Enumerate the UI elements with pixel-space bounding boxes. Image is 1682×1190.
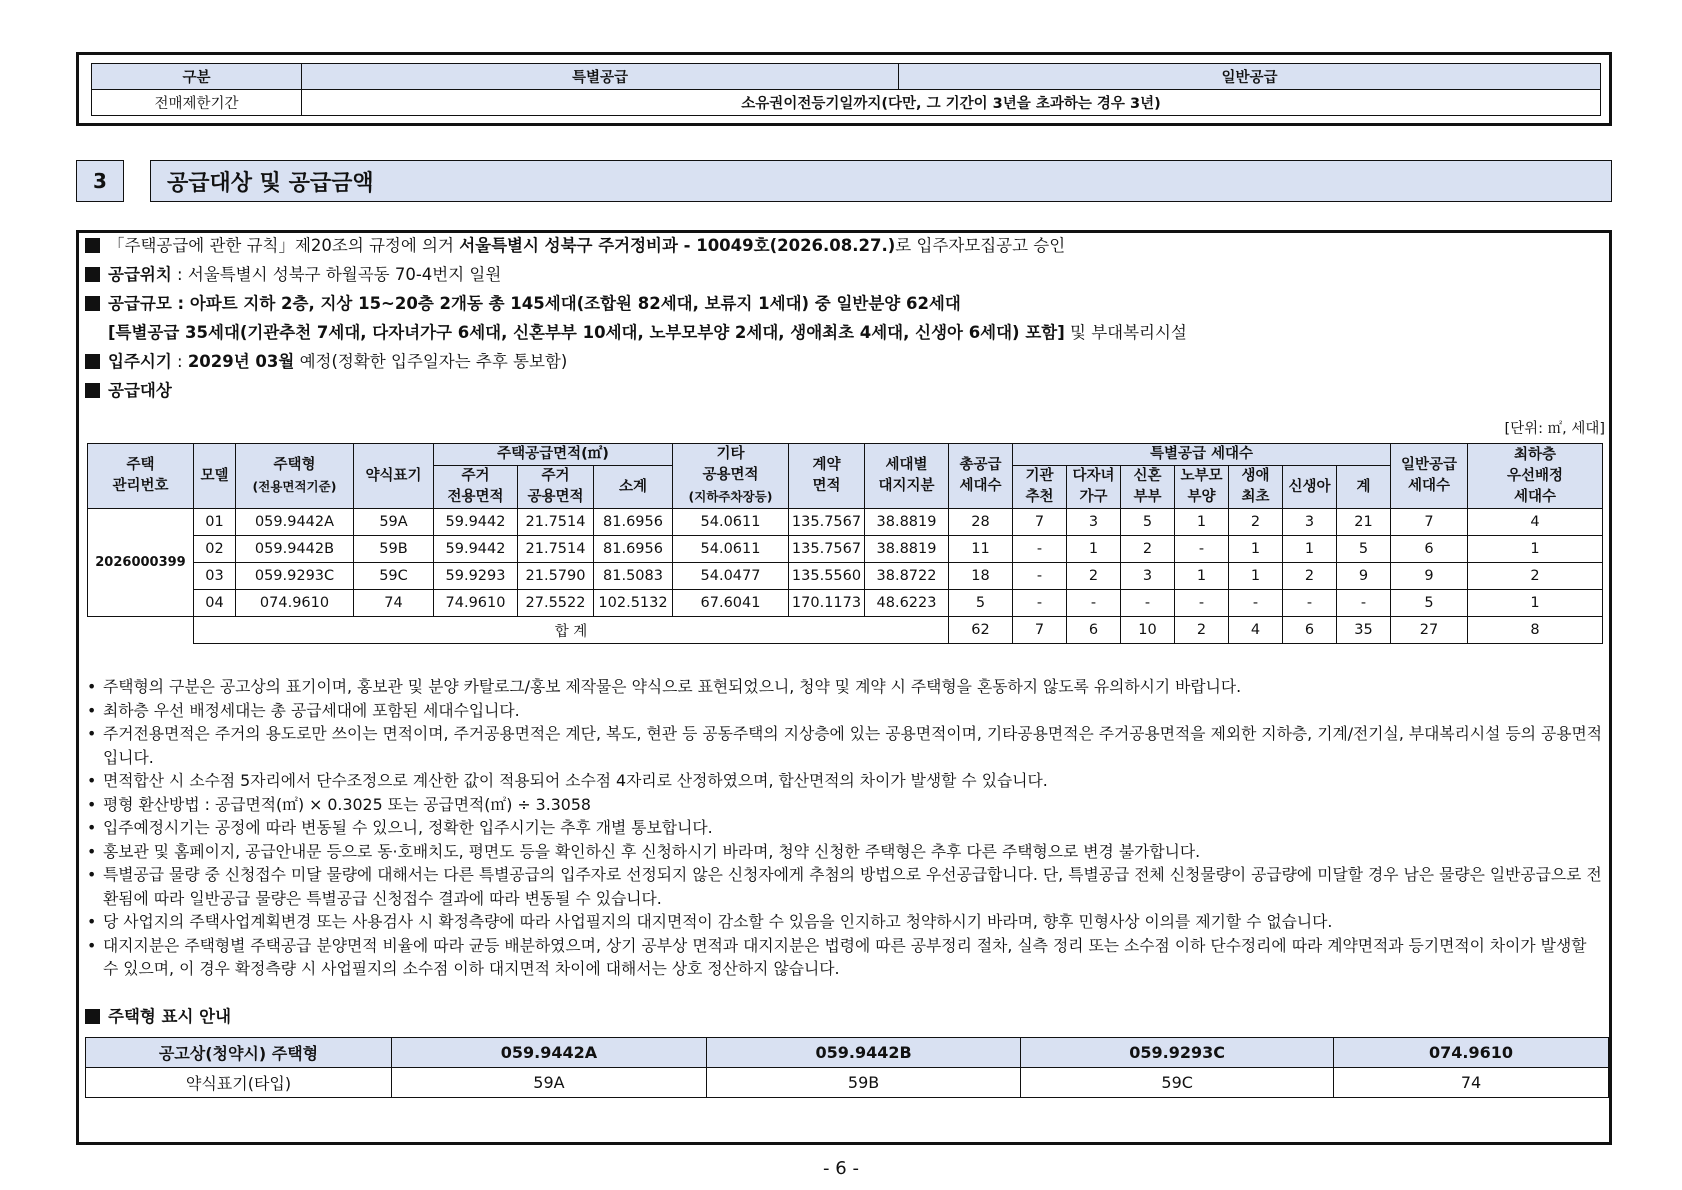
abbreviation-cell: 59B (706, 1068, 1020, 1098)
table-cell: 6 (1391, 536, 1468, 563)
table-cell: - (1121, 590, 1175, 617)
note-item: • 특별공급 물량 중 신청접수 미달 물량에 대해서는 다른 특별공급의 입주자로 선정되지 않은 신청자에게 추첨의 방법으로 우선공급합니다. 단, 특별공급 전체 신청물량이 공급량에 미달할 경우 남은 물량은 일반공급으로 전환됨에 따라 일반공급 물량은 특별공급 신청접수 결과에 따라 변동될 수 있습니다. (85, 863, 1605, 910)
table-cell: - (1337, 590, 1391, 617)
table-cell: 54.0477 (673, 563, 789, 590)
page-number: - 6 - (823, 1158, 859, 1179)
table-cell: - (1175, 590, 1229, 617)
location-label: 공급위치 (108, 265, 172, 284)
resale-restriction-table (91, 63, 1601, 116)
table-cell: - (1067, 590, 1121, 617)
note-item: • 최하층 우선 배정세대는 총 공급세대에 포함된 세대수입니다. (85, 699, 1605, 723)
table-cell: 81.6956 (594, 509, 673, 536)
abbreviation-cell: 59A (392, 1068, 707, 1098)
table-cell: 059.9293C (236, 563, 354, 590)
table-cell: 59C (354, 563, 434, 590)
movein-note: 예정(정확한 입주일자는 추후 통보함) (294, 352, 568, 371)
header-other-common-area: 기타 공용면적 (지하주차장등) (673, 444, 789, 509)
note-item: • 면적합산 시 소수점 5자리에서 단수조정으로 계산한 값이 적용되어 소수점 4자리로 산정하였으며, 합산면적의 차이가 발생할 수 있습니다. (85, 769, 1605, 793)
resale-header-general: 일반공급 (899, 64, 1601, 90)
movein-line (85, 351, 567, 373)
approval-line (85, 235, 1065, 257)
scale-line (85, 293, 961, 315)
table-cell: 5 (1391, 590, 1468, 617)
header-institution: 기관 추천 (1013, 466, 1067, 509)
table-cell: 2 (1468, 563, 1603, 590)
table-cell: 074.9610 (236, 590, 354, 617)
note-item: • 주택형의 구분은 공고상의 표기이며, 홍보관 및 분양 카탈로그/홍보 제작물은 약식으로 표현되었으니, 청약 및 계약 시 주택형을 혼동하지 않도록 유의하시기 바랍니다. (85, 675, 1605, 699)
table-cell: 59B (354, 536, 434, 563)
resale-header-special: 특별공급 (302, 64, 899, 90)
header-total-supply: 총공급 세대수 (949, 444, 1013, 509)
header-general-supply: 일반공급 세대수 (1391, 444, 1468, 509)
note-item: • 평형 환산방법 : 공급면적(㎡) × 0.3025 또는 공급면적(㎡) ÷ 3.3058 (85, 793, 1605, 817)
total-cell: 8 (1468, 617, 1603, 644)
table-header-row-1 (88, 444, 1603, 466)
table-row (88, 509, 1603, 536)
note-item: • 대지지분은 주택형별 주택공급 분양면적 비율에 따라 균등 배분하였으며, 상기 공부상 면적과 대지지분은 법령에 따른 공부정리 절차, 실측 정리 또는 소수점 이하 단수정리에 따라 계약면적과 등기면적이 차이가 발생할 수 있으며, 이 경우 확정측량 시 사업필지의 소수점 이하 대지면적 차이에 대해서는 상호 정산하지 않습니다. (85, 934, 1605, 981)
table-cell: 03 (194, 563, 236, 590)
header-contract-area: 계약 면적 (789, 444, 865, 509)
total-cell: 2 (1175, 617, 1229, 644)
approval-number: 서울특별시 성북구 주거정비과 - 10049호(2026.08.27.) (459, 236, 896, 255)
header-supply-area-group: 주택공급면적(㎡) (434, 444, 673, 466)
resale-header-row (92, 64, 1601, 90)
header-abbreviation: 약식표기 (354, 444, 434, 509)
table-cell: 1 (1468, 590, 1603, 617)
table-cell: 59.9442 (434, 509, 518, 536)
header-special-sum: 계 (1337, 466, 1391, 509)
table-cell: 135.7567 (789, 509, 865, 536)
table-cell: 170.1173 (789, 590, 865, 617)
total-cell: 27 (1391, 617, 1468, 644)
header-land-share: 세대별 대지지분 (865, 444, 949, 509)
resale-restriction-box (76, 52, 1612, 126)
resale-header-category: 구분 (92, 64, 302, 90)
table-cell: 48.6223 (865, 590, 949, 617)
location-value: : 서울특별시 성북구 하월곡동 70-4번지 일원 (171, 265, 502, 284)
table-cell: 9 (1391, 563, 1468, 590)
total-cell: 6 (1067, 617, 1121, 644)
table-row (88, 590, 1603, 617)
house-type-cell: 059.9442A (392, 1038, 707, 1068)
abbreviation-cell: 59C (1021, 1068, 1334, 1098)
table-cell: 21.7514 (518, 509, 594, 536)
unit-note: [단위: ㎡, 세대] (1504, 421, 1605, 437)
table-cell: 81.5083 (594, 563, 673, 590)
table-cell: 2 (1283, 563, 1337, 590)
movein-separator: : (171, 352, 188, 371)
bullet-square-icon (85, 267, 100, 282)
table-cell: 81.6956 (594, 536, 673, 563)
total-cell: 7 (1013, 617, 1067, 644)
header-model: 모델 (194, 444, 236, 509)
table-cell: 2 (1121, 536, 1175, 563)
table-cell: - (1013, 563, 1067, 590)
bullet-square-icon (85, 383, 100, 398)
table-cell: 74 (354, 590, 434, 617)
table-cell: - (1013, 590, 1067, 617)
table-cell: - (1013, 536, 1067, 563)
bullet-square-icon (85, 296, 100, 311)
movein-label: 입주시기 (108, 352, 172, 371)
table-cell: 5 (1121, 509, 1175, 536)
table-cell: 135.5560 (789, 563, 865, 590)
table-cell: 67.6041 (673, 590, 789, 617)
table-cell: 11 (949, 536, 1013, 563)
table-cell: - (1229, 590, 1283, 617)
total-cell: 62 (949, 617, 1013, 644)
header-special-supply-group: 특별공급 세대수 (1013, 444, 1391, 466)
table-cell: 38.8722 (865, 563, 949, 590)
table-cell: 54.0611 (673, 536, 789, 563)
scale-label: 공급규모 (108, 294, 172, 313)
header-multi-child: 다자녀 가구 (1067, 466, 1121, 509)
table-row (88, 536, 1603, 563)
table-cell: 18 (949, 563, 1013, 590)
table-cell: 1 (1229, 536, 1283, 563)
table-cell: 1 (1283, 536, 1337, 563)
note-item: • 홍보관 및 홈페이지, 공급안내문 등으로 동·호배치도, 평면도 등을 확인하신 후 신청하시기 바라며, 청약 신청한 주택형은 추후 다른 주택형으로 변경 불가합니다. (85, 840, 1605, 864)
table-cell: 02 (194, 536, 236, 563)
section-number: 3 (76, 160, 124, 202)
table-cell: 74.9610 (434, 590, 518, 617)
table-cell: 1 (1468, 536, 1603, 563)
target-line (85, 380, 172, 402)
resale-row-label: 전매제한기간 (92, 90, 302, 116)
resale-value-row (92, 90, 1601, 116)
table-cell: 3 (1067, 509, 1121, 536)
table-cell: 135.7567 (789, 536, 865, 563)
mgmt-number-cell: 2026000399 (88, 509, 194, 617)
abbreviation-row-label: 약식표기(타입) (86, 1068, 392, 1098)
table-cell: 59.9293 (434, 563, 518, 590)
house-type-row-label: 공고상(청약시) 주택형 (86, 1038, 392, 1068)
table-cell: 059.9442B (236, 536, 354, 563)
total-cell: 4 (1229, 617, 1283, 644)
table-cell: 7 (1013, 509, 1067, 536)
approval-text: 「주택공급에 관한 규칙」제20조의 규정에 의거 (108, 236, 460, 255)
note-item: • 주거전용면적은 주거의 용도로만 쓰이는 면적이며, 주거공용면적은 계단, 복도, 현관 등 공동주택의 지상층에 있는 공용면적이며, 기타공용면적은 주거공용면적을 제외한 지하층, 기계/전기실, 부대복리시설 등의 공용면적입니다. (85, 722, 1605, 769)
table-cell: - (1175, 536, 1229, 563)
table-cell: 38.8819 (865, 509, 949, 536)
note-item: • 당 사업지의 주택사업계획변경 또는 사용검사 시 확정측량에 따라 사업필지의 대지면적이 감소할 수 있음을 인지하고 청약하시기 바라며, 향후 민형사상 이의를 제기할 수 없습니다. (85, 910, 1605, 934)
header-mgmt-no: 주택 관리번호 (88, 444, 194, 509)
table-cell: 27.5522 (518, 590, 594, 617)
supply-info-box (76, 230, 1612, 1145)
approval-suffix: 로 입주자모집공고 승인 (895, 236, 1066, 255)
header-house-type: 주택형 (전용면적기준) (236, 444, 354, 509)
table-cell: 54.0611 (673, 509, 789, 536)
bullet-square-icon (85, 1009, 100, 1024)
section-title: 공급대상 및 공급금액 (150, 160, 1612, 202)
location-line (85, 264, 501, 286)
table-cell: 9 (1337, 563, 1391, 590)
table-cell: 1 (1067, 536, 1121, 563)
note-item: • 입주예정시기는 공정에 따라 변동될 수 있으니, 정확한 입주시기는 추후 개별 통보합니다. (85, 816, 1605, 840)
table-cell: 21.7514 (518, 536, 594, 563)
header-lowest-floor: 최하층 우선배정 세대수 (1468, 444, 1603, 509)
header-common-area: 주거 공용면적 (518, 466, 594, 509)
table-total-row (88, 617, 1603, 644)
header-first-life: 생애 최초 (1229, 466, 1283, 509)
table-row (88, 563, 1603, 590)
total-row-blank (88, 617, 194, 644)
abbreviation-cell: 74 (1334, 1068, 1609, 1098)
house-type-cell: 059.9442B (706, 1038, 1020, 1068)
table-cell: 7 (1391, 509, 1468, 536)
table-cell: 1 (1175, 563, 1229, 590)
table-cell: 059.9442A (236, 509, 354, 536)
header-elder-support: 노부모 부양 (1175, 466, 1229, 509)
header-newborn: 신생아 (1283, 466, 1337, 509)
table-cell: 102.5132 (594, 590, 673, 617)
abbreviation-row (86, 1068, 1609, 1098)
house-type-cell: 059.9293C (1021, 1038, 1334, 1068)
table-cell: 3 (1121, 563, 1175, 590)
table-cell: 28 (949, 509, 1013, 536)
table-cell: 38.8819 (865, 536, 949, 563)
scale-line-2 (108, 322, 1187, 344)
special-supply-breakdown: [특별공급 35세대(기관추천 7세대, 다자녀가구 6세대, 신혼부부 10세대, 노부모부양 2세대, 생애최초 4세대, 신생아 6세대) 포함] (108, 323, 1065, 342)
table-cell: 01 (194, 509, 236, 536)
header-subtotal: 소계 (594, 466, 673, 509)
table-cell: 59.9442 (434, 536, 518, 563)
table-cell: - (1283, 590, 1337, 617)
total-cell: 10 (1121, 617, 1175, 644)
house-type-row (86, 1038, 1609, 1068)
table-cell: 04 (194, 590, 236, 617)
total-cell: 6 (1283, 617, 1337, 644)
table-cell: 4 (1468, 509, 1603, 536)
notes-list (85, 675, 1605, 981)
bullet-square-icon (85, 354, 100, 369)
total-cell: 35 (1337, 617, 1391, 644)
table-cell: 21 (1337, 509, 1391, 536)
supply-table (87, 443, 1603, 644)
table-cell: 5 (1337, 536, 1391, 563)
table-cell: 3 (1283, 509, 1337, 536)
scale-value: : 아파트 지하 2층, 지상 15~20층 2개동 총 145세대(조합원 82세대, 보류지 1세대) 중 일반분양 62세대 (171, 294, 961, 313)
resale-row-value: 소유권이전등기일까지(다만, 그 기간이 3년을 초과하는 경우 3년) (302, 90, 1601, 116)
header-newlywed: 신혼 부부 (1121, 466, 1175, 509)
header-exclusive-area: 주거 전용면적 (434, 466, 518, 509)
table-cell: 21.5790 (518, 563, 594, 590)
target-label: 공급대상 (108, 381, 172, 400)
movein-date: 2029년 03월 (187, 352, 295, 371)
table-cell: 2 (1067, 563, 1121, 590)
total-label: 합 계 (194, 617, 949, 644)
bullet-square-icon (85, 238, 100, 253)
table-cell: 1 (1229, 563, 1283, 590)
house-type-title: 주택형 표시 안내 (85, 1003, 231, 1027)
house-type-table (85, 1037, 1609, 1098)
table-cell: 2 (1229, 509, 1283, 536)
table-cell: 1 (1175, 509, 1229, 536)
scale-line-2-suffix: 및 부대복리시설 (1064, 323, 1187, 342)
table-cell: 5 (949, 590, 1013, 617)
house-type-cell: 074.9610 (1334, 1038, 1609, 1068)
table-cell: 59A (354, 509, 434, 536)
